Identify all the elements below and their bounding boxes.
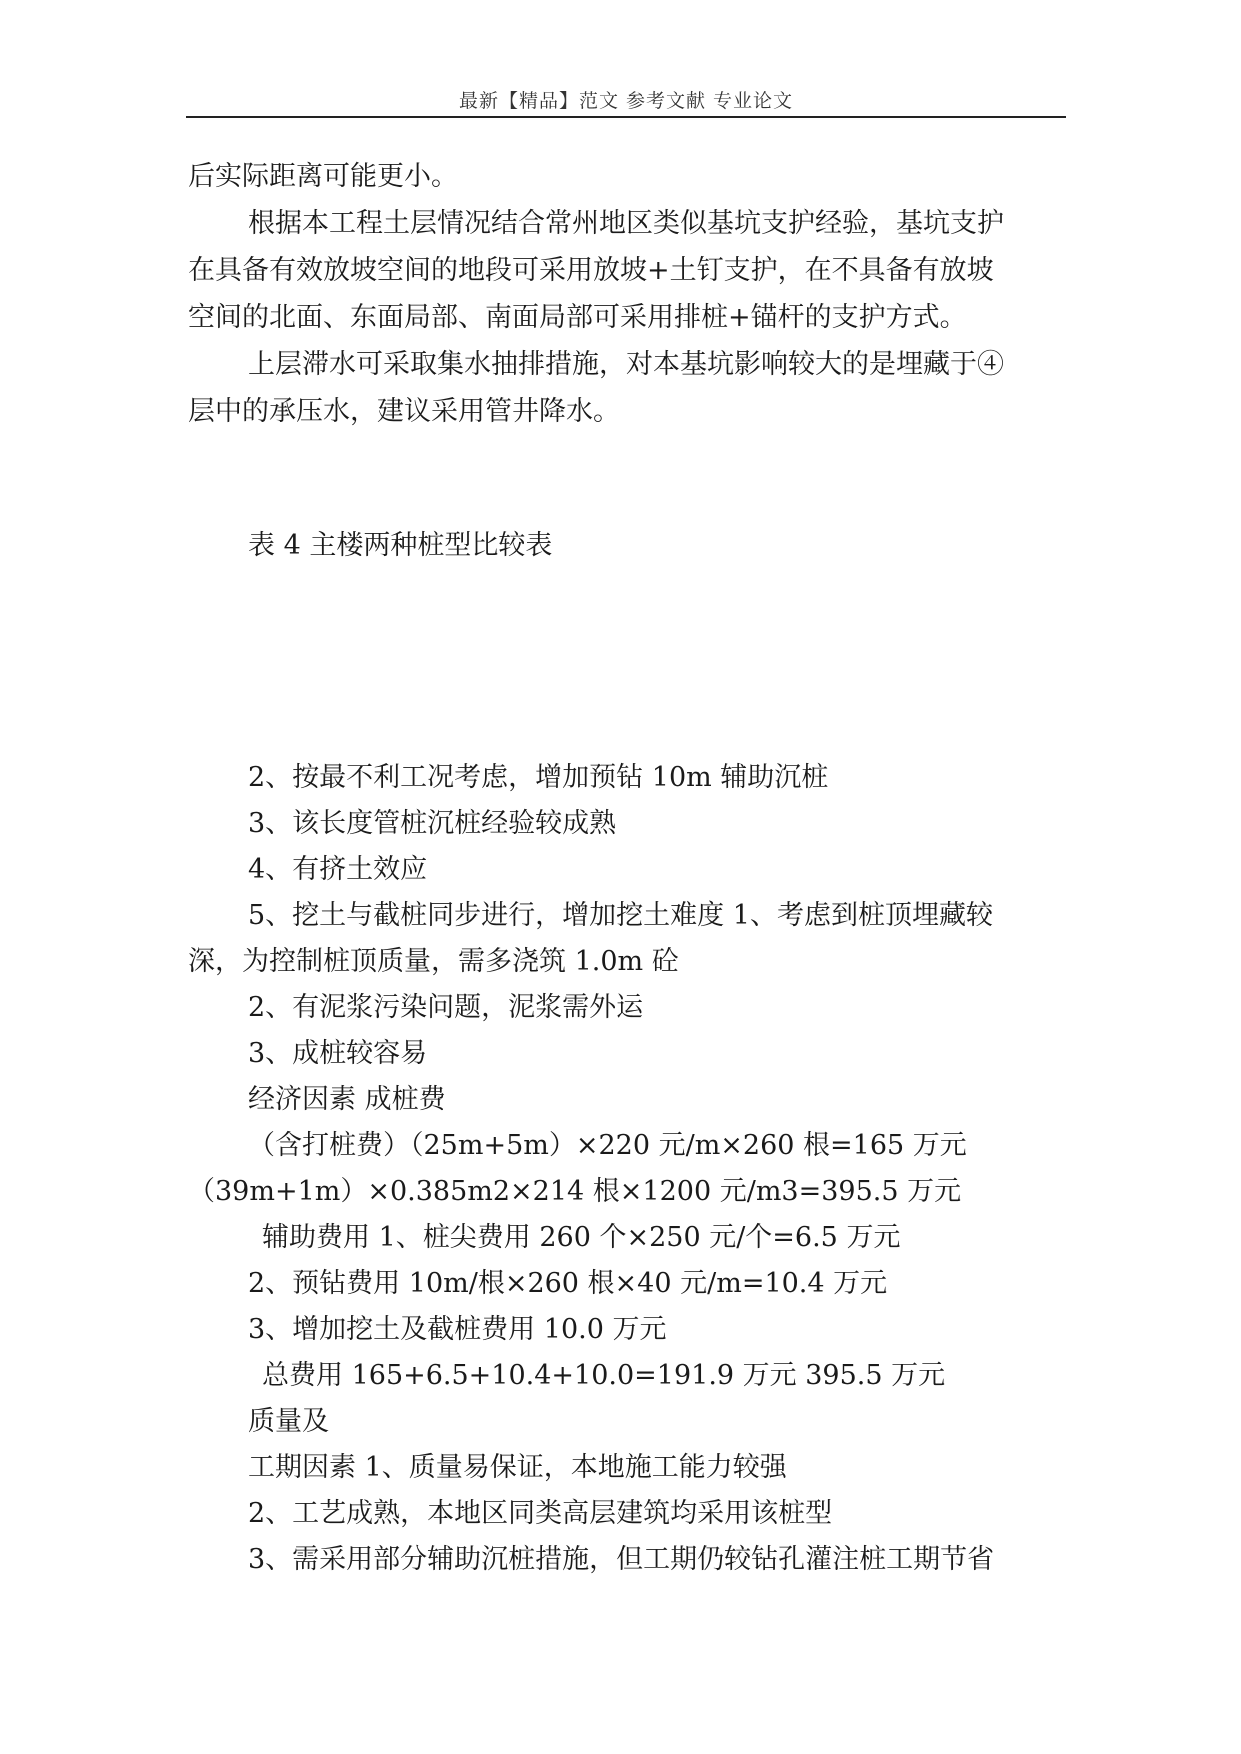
body-line: 后实际距离可能更小。 [188, 161, 458, 192]
body-line: 2、有泥浆污染问题，泥浆需外运 [248, 992, 644, 1023]
body-line: 总费用 165+6.5+10.4+10.0=191.9 万元 395.5 万元 [262, 1360, 946, 1391]
body-line: 根据本工程土层情况结合常州地区类似基坑支护经验，基坑支护 [248, 208, 1004, 239]
body-line: 2、工艺成熟，本地区同类高层建筑均采用该桩型 [248, 1498, 833, 1529]
body-line: 5、挖土与截桩同步进行，增加挖土难度 1、考虑到桩顶埋藏较 [248, 900, 993, 931]
body-line: 深，为控制桩顶质量，需多浇筑 1.0m 砼 [188, 946, 679, 977]
body-line: 2、预钻费用 10m/根×260 根×40 元/m=10.4 万元 [248, 1268, 888, 1299]
table-caption: 表 4 主楼两种桩型比较表 [248, 530, 553, 561]
page-header: 最新【精品】范文 参考文献 专业论文 [458, 90, 794, 112]
body-line: 4、有挤土效应 [248, 854, 428, 885]
body-line: 上层滞水可采取集水抽排措施，对本基坑影响较大的是埋藏于④ [248, 349, 1004, 380]
body-line: 质量及 [248, 1406, 329, 1437]
body-line: 经济因素 成桩费 [248, 1084, 446, 1115]
body-line: （含打桩费）（25m+5m）×220 元/m×260 根=165 万元 [248, 1130, 967, 1161]
body-line: 3、需采用部分辅助沉桩措施，但工期仍较钻孔灌注桩工期节省 [248, 1544, 995, 1575]
body-line: （39m+1m）×0.385m2×214 根×1200 元/m3=395.5 万元 [188, 1176, 962, 1207]
body-line: 层中的承压水，建议采用管井降水。 [188, 396, 620, 427]
body-line: 辅助费用 1、桩尖费用 260 个×250 元/个=6.5 万元 [262, 1222, 901, 1253]
body-line: 3、该长度管桩沉桩经验较成熟 [248, 808, 617, 839]
body-line: 工期因素 1、质量易保证，本地施工能力较强 [248, 1452, 787, 1483]
body-line: 2、按最不利工况考虑，增加预钻 10m 辅助沉桩 [248, 762, 829, 793]
body-line: 空间的北面、东面局部、南面局部可采用排桩+锚杆的支护方式。 [188, 302, 967, 333]
body-line: 3、成桩较容易 [248, 1038, 428, 1069]
body-line: 3、增加挖土及截桩费用 10.0 万元 [248, 1314, 667, 1345]
body-line: 在具备有效放坡空间的地段可采用放坡+土钉支护，在不具备有放坡 [188, 255, 994, 286]
header-divider [186, 116, 1066, 118]
